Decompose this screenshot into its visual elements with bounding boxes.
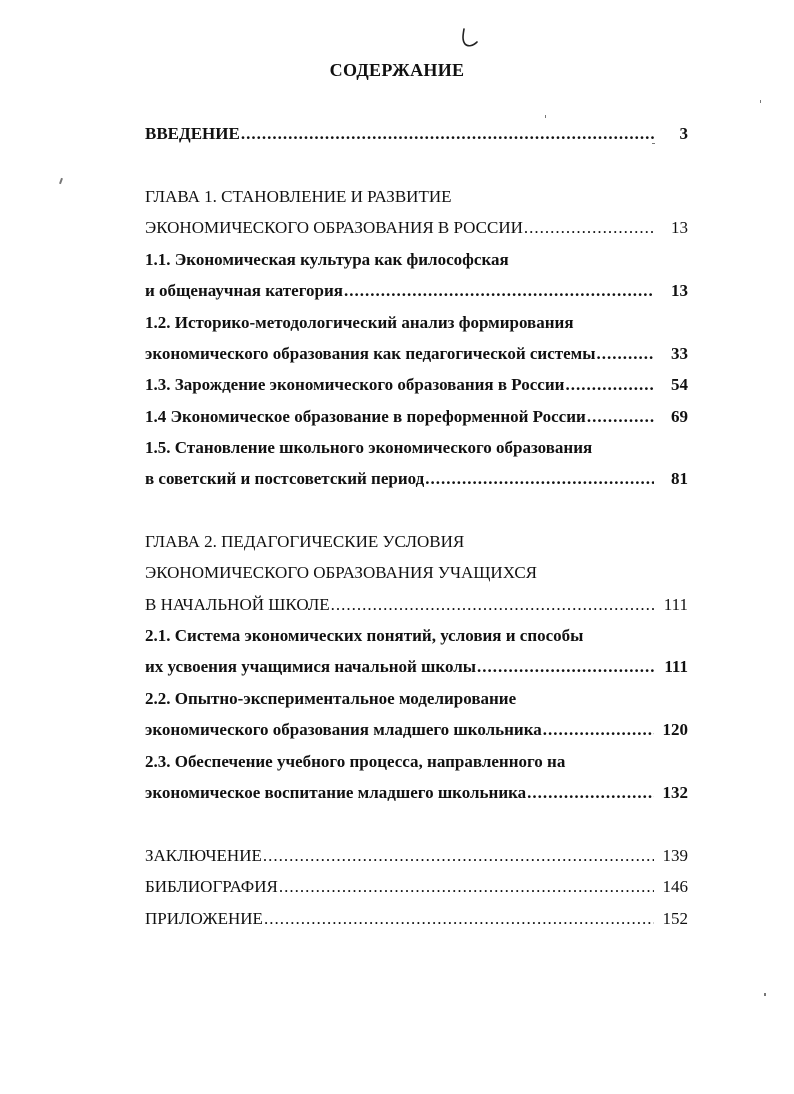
- toc-page-number: 33: [671, 344, 688, 363]
- toc-chapter-2-line-2: ЭКОНОМИЧЕСКОГО ОБРАЗОВАНИЯ УЧАЩИХСЯ: [145, 563, 538, 582]
- dot-leader: [477, 656, 654, 678]
- toc-entry-text: экономического образования как педагогической системы: [145, 344, 596, 363]
- toc-section-2-2-line-1: 2.2. Опытно-экспериментальное моделирование: [145, 689, 517, 708]
- toc-section-1-2-line-1: 1.2. Историко-методологический анализ формирования: [145, 313, 574, 332]
- toc-page-number: 132: [662, 783, 688, 802]
- toc-chapter-2-line-1: ГЛАВА 2. ПЕДАГОГИЧЕСКИЕ УСЛОВИЯ: [145, 532, 465, 551]
- toc-entry-conclusion: [145, 845, 688, 867]
- dot-leader: [527, 782, 654, 804]
- toc-section-2-3-line-2: [145, 782, 688, 804]
- toc-entry-text: ЭКОНОМИЧЕСКОГО ОБРАЗОВАНИЯ В РОССИИ: [145, 218, 523, 237]
- toc-chapter-2-line-3: [145, 594, 688, 616]
- toc-section-2-3-line-1: 2.3. Обеспечение учебного процесса, направленного на: [145, 752, 566, 771]
- toc-entry-text: 1.4 Экономическое образование в пореформенной России: [145, 407, 586, 426]
- dot-leader: [264, 908, 654, 930]
- toc-chapter-1-line-1: ГЛАВА 1. СТАНОВЛЕНИЕ И РАЗВИТИЕ: [145, 187, 452, 206]
- dot-leader: [425, 468, 654, 490]
- toc-chapter-1-line-2: [145, 217, 688, 239]
- toc-entry-appendix: [145, 908, 688, 930]
- toc-section-1-2-line-2: [145, 343, 688, 365]
- toc-entry-text: в советский и постсоветский период: [145, 469, 425, 488]
- dot-leader: [524, 217, 654, 239]
- toc-entry-introduction: [145, 123, 688, 145]
- toc-section-1-3: [145, 374, 688, 396]
- toc-entry-text: ЗАКЛЮЧЕНИЕ: [145, 846, 262, 865]
- toc-page-number: 81: [671, 469, 688, 488]
- toc-page-number: 54: [671, 375, 688, 394]
- toc-page-number: 13: [671, 281, 688, 300]
- toc-page-number: 3: [679, 124, 688, 143]
- toc-entry-text: экономического образования младшего школьника: [145, 720, 542, 739]
- toc-section-2-1-line-1: 2.1. Система экономических понятий, условия и способы: [145, 626, 584, 645]
- scan-speck: [764, 993, 766, 996]
- toc-page-number: 111: [664, 657, 688, 676]
- toc-entry-text: экономическое воспитание младшего школьника: [145, 783, 527, 802]
- toc-page-number: 120: [662, 720, 688, 739]
- toc-section-2-2-line-2: [145, 719, 688, 741]
- toc-page-number: 146: [662, 877, 688, 896]
- scan-speck: [59, 178, 63, 184]
- toc-section-1-5-line-2: [145, 468, 688, 490]
- scan-speck: [760, 100, 761, 103]
- page-title: СОДЕРЖАНИЕ: [329, 60, 465, 80]
- toc-section-1-1-line-2: [145, 280, 688, 302]
- toc-entry-text: БИБЛИОГРАФИЯ: [145, 877, 278, 896]
- dot-leader: [597, 343, 655, 365]
- toc-entry-text: ВВЕДЕНИЕ: [145, 124, 240, 143]
- toc-page-number: 13: [671, 218, 688, 237]
- dot-leader: [241, 123, 654, 145]
- toc-entry-text: ПРИЛОЖЕНИЕ: [145, 909, 263, 928]
- handwritten-page-number: [458, 26, 480, 50]
- toc-page-number: 111: [663, 595, 688, 614]
- dot-leader: [543, 719, 654, 741]
- dot-leader: [565, 374, 654, 396]
- toc-page-number: 152: [662, 909, 688, 928]
- toc-entry-text: и общенаучная категория: [145, 281, 343, 300]
- dot-leader: [279, 876, 654, 898]
- dot-leader: [344, 280, 654, 302]
- toc-section-2-1-line-2: [145, 656, 688, 678]
- dot-leader: [263, 845, 654, 867]
- toc-page-number: 139: [662, 846, 688, 865]
- toc-page-number: 69: [671, 407, 688, 426]
- toc-entry-text: 1.3. Зарождение экономического образования в России: [145, 375, 565, 394]
- toc-section-1-4: [145, 406, 688, 428]
- scan-speck: [545, 115, 546, 118]
- toc-section-1-5-line-1: 1.5. Становление школьного экономического образования: [145, 438, 593, 457]
- toc-section-1-1-line-1: 1.1. Экономическая культура как философская: [145, 250, 509, 269]
- dot-leader: [331, 594, 654, 616]
- dot-leader: [587, 406, 654, 428]
- toc-entry-bibliography: [145, 876, 688, 898]
- scan-speck: [652, 143, 655, 144]
- toc-entry-text: их усвоения учащимися начальной школы: [145, 657, 477, 676]
- toc-entry-text: В НАЧАЛЬНОЙ ШКОЛЕ: [145, 595, 330, 614]
